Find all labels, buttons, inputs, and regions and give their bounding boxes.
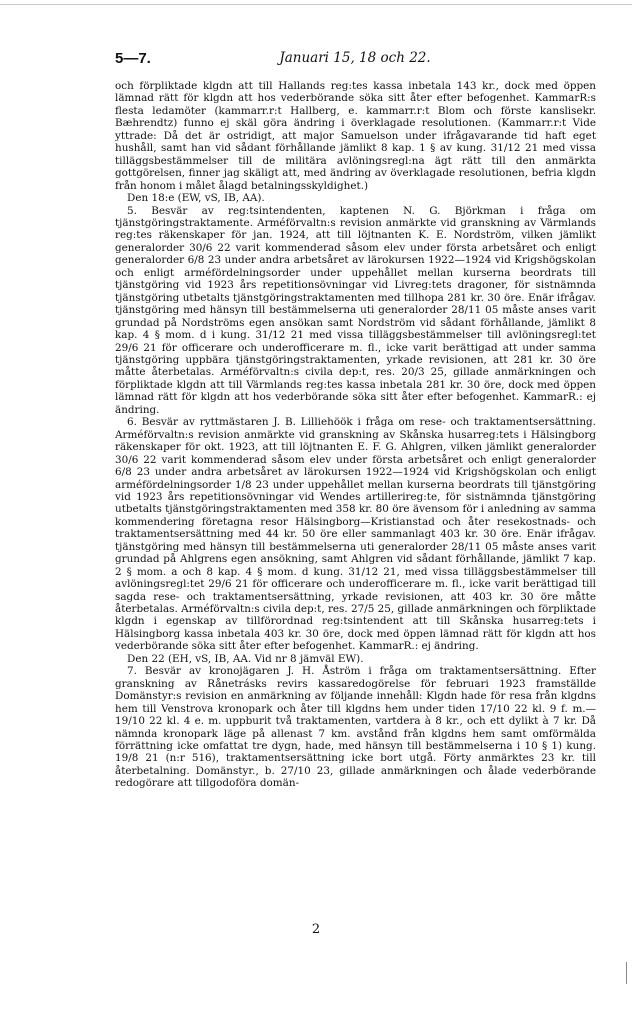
case-6: 6. Besvär av ryttmästaren J. B. Lilliehöök i fråga om rese- och traktamentsersättning. Arméförvaltn:s revision anmärkte vid granskning av Skånska husarreg:tets i Hälsingborg räkenskaper för okt. 1923, att till löjtnanten E. F. G. Ahlgren, vilken jämlikt generalorder 30/6 22 varit kommenderad såsom elev under första arbetsåret och enligt generalorder 6/8 23 under andra arbetsåret av lärokursen 1922—1924 vid Krigshögskolan och enligt arméfördelningsorder 1/8 23 under uppehållet mellan kurserna beordrats till tjänstgöring vid 1923 års repetitionsövningar vid Wendes artillerireg:te, för sistnämnda tjänstgöring utbetalts tjänstgöringstraktamenten med 358 kr. 80 öre ävensom för i anledning av samma kommendering företagna resor Hälsingborg—Kristianstad och åter resekostnads- och traktamentsersättning med 44 kr. 50 öre eller sammanlagt 403 kr. 30 öre. Enär ifrågav. tjänstgöring med hänsyn till bestämmelserna uti generalorder 28/11 05 måste anses varit grundad på Ahlgrens egen ansökning, samt Ahlgren vid sådant förhållande, jämlikt 7 kap. 2 § mom. a och 8 kap. 4 § mom. d kung. 31/12 21, med vissa tilläggsbestämmelser till avlöningsregl:tet 29/6 21 för officerare och underofficerare m. fl., icke varit berättigad till sagda rese- och traktamentsersättning, yrkade revisionen, att 403 kr. 30 öre måtte återbetalas. Arméförvaltn:s civila dep:t, res. 27/5 25, gillade anmärkningen och förpliktade klgdn i egenskap av tillförordnad reg:tsintendent att till Skånska husarreg:tets i Hälsingborg kassa inbetala 403 kr. 30 öre, dock med öppen lämnad rätt för klgdn att hos vederbörande söka sitt åter efter befogenhet. KammarR.: ej ändring.: [115, 416, 596, 653]
session-heading-18: Den 18:e (EW, vS, IB, AA).: [127, 192, 265, 205]
header-title: Januari 15, 18 och 22.: [279, 50, 431, 66]
page-number: 2: [311, 922, 321, 937]
body-text: [115, 80, 596, 790]
section-range: 5—7.: [115, 50, 151, 67]
paragraph-continuation: och förpliktade klgdn att till Hallands reg:tes kassa inbetala 143 kr., dock med öppen lämnad rätt för klgdn att hos vederbörande söka sitt åter efter befogenhet. KammarR:s flesta ledamöter (kammarr.r:t Hallberg, e. kammarr.r:t Blom och förste kanslisekr. Bæhrendtz) funno ej skäl göra ändring i överklagade resolutionen. (Kammarr.r:t Vide yttrade: Då det är ostridigt, att major Samuelson under ifrågavarande tid haft eget hushåll, samt han vid sådant förhållande jämlikt 8 kap. 1 § av kung. 31/12 21 med vissa tilläggsbestämmelser till de militära avlöningsregl:na ägt rätt till den anmärkta gottgörelsen, finner jag skäligt att, med ändring av överklagade resolutionen, befria klgdn från honom i målet ålagd betalningsskyldighet.): [115, 80, 596, 192]
case-7: 7. Besvär av kronojägaren J. H. Åström i fråga om traktamentsersättning. Efter granskning av Rånetrásks revirs kassaredogörelse för februari 1923 framställde Domänstyr:s revision en anmärkning av följande innehåll: Klgdn hade för resa från klgdns hem till Venstrova kronopark och åter till klgdns hem under tiden 17/10 22 kl. 9 f. m.—19/10 22 kl. 4 e. m. uppburit två traktamenten, vartdera à 8 kr., och ett dylikt à 7 kr. Då nämnda kronopark läge på allenast 7 km. avstånd från klgdns hem samt omförmälda förrättning icke omfattat tre dygn, hade, med hänsyn till bestämmelserna i 10 § 1) kung. 19/8 21 (n:r 516), traktamentsersättning icke bort utgå. Förty anmärktes 23 kr. till återbetalning. Domänstyr., b. 27/10 23, gillade anmärkningen och ålade vederbörande redogörare att tillgodoföra domän-: [115, 665, 596, 790]
case-5: 5. Besvär av reg:tsintendenten, kaptenen N. G. Björkman i fråga om tjänstgöringstraktamente. Arméförvaltn:s revision anmärkte vid granskning av Värmlands reg:tes räkenskaper för jan. 1924, att till löjtnanten K. E. Nordström, vilken jämlikt generalorder 30/6 22 varit kommenderad såsom elev under första arbetsåret och enligt generalorder 6/8 23 under andra arbetsåret av lärokursen 1922—1924 vid Krigshögskolan och enligt arméfördelningsorder under uppehållet mellan kurserna beordrats till tjänstgöring vid 1923 års repetitionsövningar vid Livreg:tets dragoner, för sistnämnda tjänstgöring utbetalts tjänstgöringstraktamenten med tillhopa 281 kr. 30 öre. Enär ifrågav. tjänstgöring med hänsyn till bestämmelserna uti generalorder 28/11 05 måste anses varit grundad på Nordströms egen ansökan samt Nordström vid sådant förhållande, jämlikt 8 kap. 4 § mom. d i kung. 31/12 21 med vissa tilläggsbestämmelser till avlöningsregl:tet 29/6 21 för officerare och underofficerare m. fl., icke varit berättigad att under samma tjänstgöring uppbära tjänstgöringstraktamenten, yrkade revisionen, att 281 kr. 30 öre måtte återbetalas. Arméförvaltn:s civila dep:t, res. 20/3 25, gillade anmärkningen och förpliktade klgdn att till Värmlands reg:tes kassa inbetala 281 kr. 30 öre, dock med öppen lämnad rätt för klgdn att hos vederbörande söka sitt åter efter befogenhet. KammarR.: ej ändring.: [115, 204, 596, 416]
session-heading-22: Den 22 (EH, vS, IB, AA. Vid nr 8 jämväl EW).: [127, 652, 364, 665]
margin-mark: [626, 962, 627, 984]
page-header: [115, 50, 595, 70]
top-rule: [0, 4, 632, 5]
